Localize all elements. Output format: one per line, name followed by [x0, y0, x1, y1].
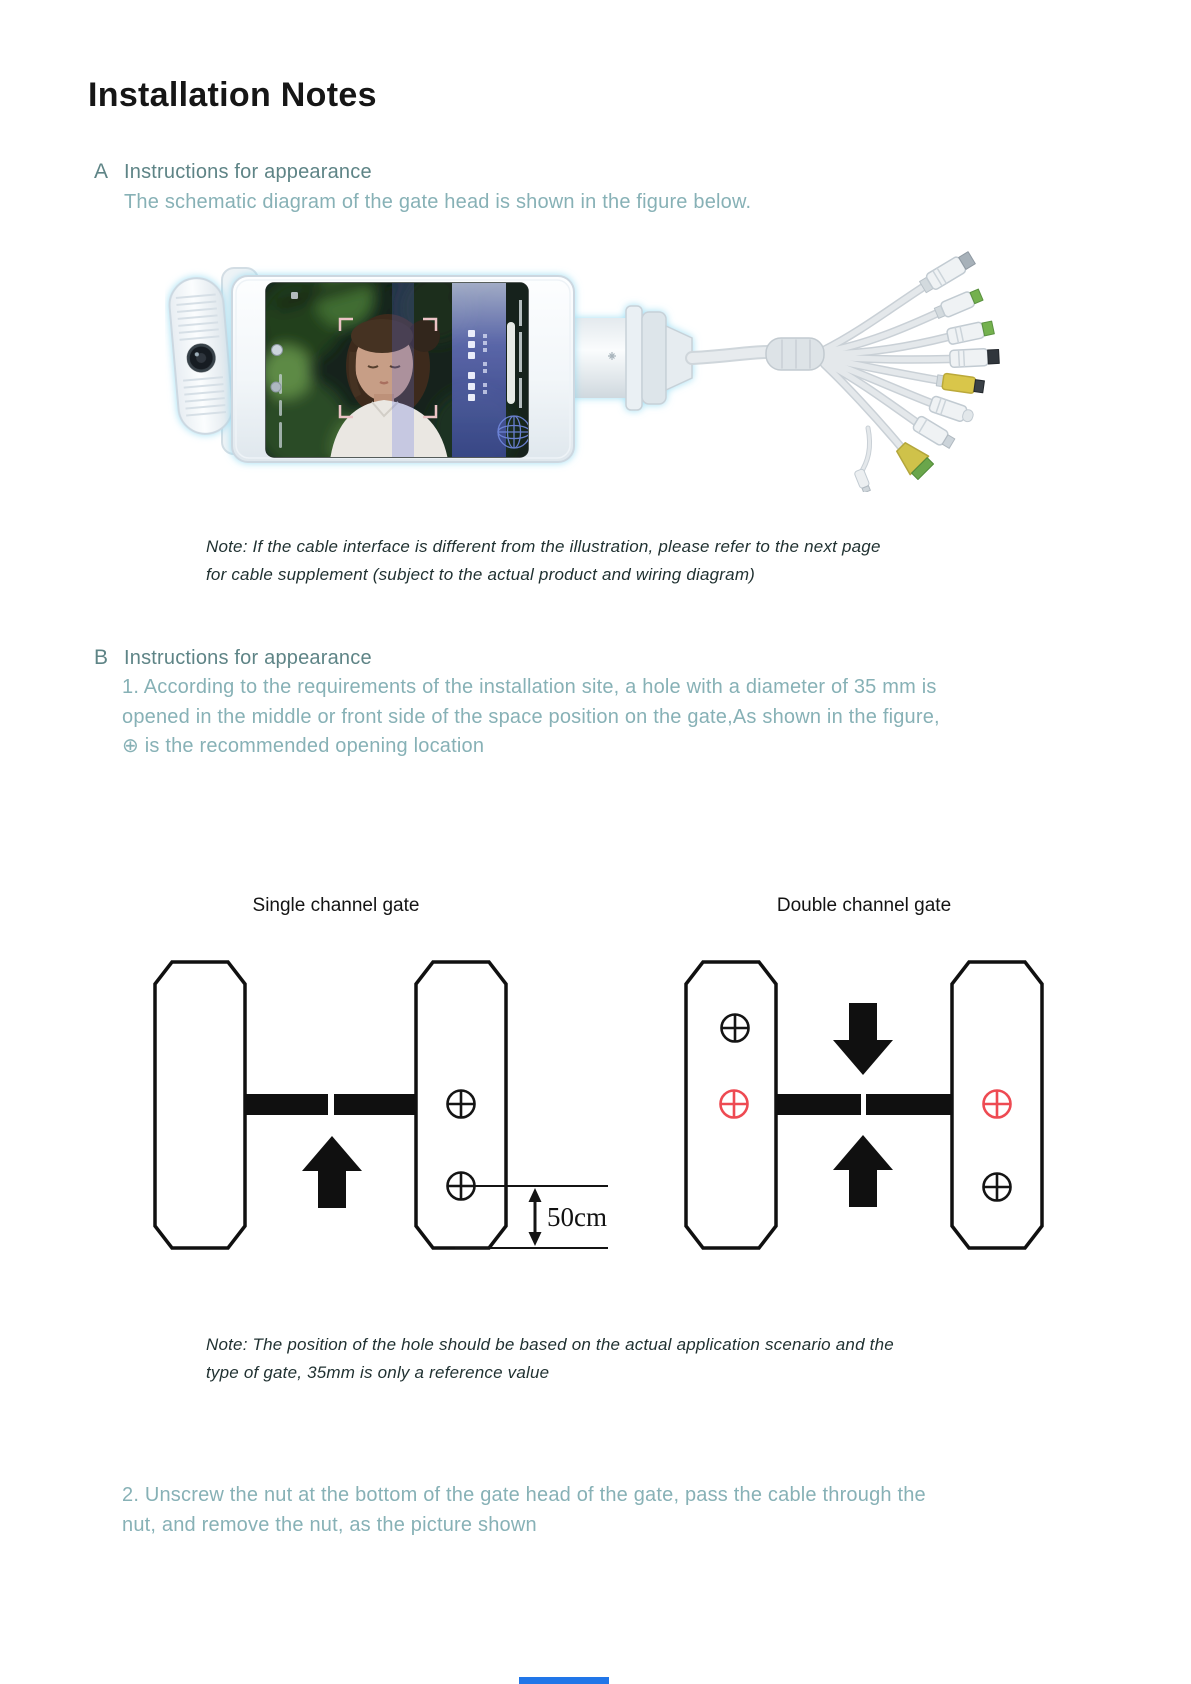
section-b-note: [206, 1331, 894, 1386]
note-line: type of gate, 35mm is only a reference value: [206, 1362, 550, 1382]
hole-marker: [721, 1014, 750, 1043]
step-line: 2. Unscrew the nut at the bottom of the gate head of the gate, pass the cable through the: [122, 1484, 926, 1506]
note-line: for cable supplement (subject to the actual product and wiring diagram): [206, 564, 756, 584]
note-line: Note: The position of the hole should be based on the actual application scenario and the: [206, 1335, 894, 1354]
connector-dc: [912, 415, 956, 450]
dimension-label: 50cm: [547, 1202, 607, 1232]
step-line: 1. According to the requirements of the installation site, a hole with a diameter of 35 mm is: [122, 676, 937, 698]
double-gate-diagram: [686, 962, 1042, 1248]
ferrite-bead: [766, 338, 824, 370]
connector-small-plug: [854, 468, 872, 492]
section-b-step2: [122, 1481, 926, 1540]
connector-green: [946, 320, 994, 345]
note-line: Note: If the cable interface is different from the illustration, please refer to the next page: [206, 537, 881, 556]
section-a-intro: The schematic diagram of the gate head is shown in the figure below.: [124, 191, 752, 213]
section-b-step1: [122, 673, 940, 762]
step-line: nut, and remove the nut, as the picture shown: [122, 1513, 537, 1536]
hole-marker-recommended: [720, 1090, 749, 1119]
step-line: opened in the middle or front side of the space position on the gate,As shown in the figure,: [122, 705, 940, 728]
connector-white: [928, 395, 975, 424]
double-gate-label: Double channel gate: [776, 895, 952, 916]
connector-yellow: [936, 372, 985, 394]
screen-progress-pill: [507, 322, 515, 404]
direction-arrow-up: [302, 1136, 362, 1208]
hole-marker: [447, 1172, 476, 1201]
footer-accent-bar: [519, 1677, 609, 1684]
direction-arrow-down: [833, 1003, 893, 1075]
gate-cabinet: [155, 962, 245, 1248]
hole-marker: [447, 1090, 476, 1119]
gate-head-figure: [165, 222, 1045, 492]
gate-diagrams-figure: [130, 880, 1060, 1280]
section-a-heading: Instructions for appearance: [124, 161, 372, 183]
connector-green-small: [933, 287, 983, 320]
mounting-pole: [570, 306, 692, 410]
section-b-label: B: [94, 646, 109, 669]
camera-icon: [271, 382, 281, 392]
gate-barrier: [240, 1094, 956, 1115]
page-title: Installation Notes: [88, 76, 377, 114]
section-b-heading: Instructions for appearance: [124, 647, 372, 669]
hole-marker: [983, 1173, 1012, 1202]
step-line: ⊕ is the recommended opening location: [122, 735, 485, 757]
connector-network: [918, 250, 976, 295]
globe-wireframe-icon: [498, 416, 530, 448]
section-a-label: A: [94, 160, 109, 183]
direction-arrow-up: [833, 1135, 893, 1207]
camera-icon: [272, 345, 283, 356]
connector-dark-tip: [950, 348, 1000, 368]
single-gate-label: Single channel gate: [252, 895, 420, 916]
gate-head-device: [232, 262, 574, 484]
section-a-note: [206, 533, 881, 588]
hole-marker-recommended: [983, 1090, 1012, 1119]
